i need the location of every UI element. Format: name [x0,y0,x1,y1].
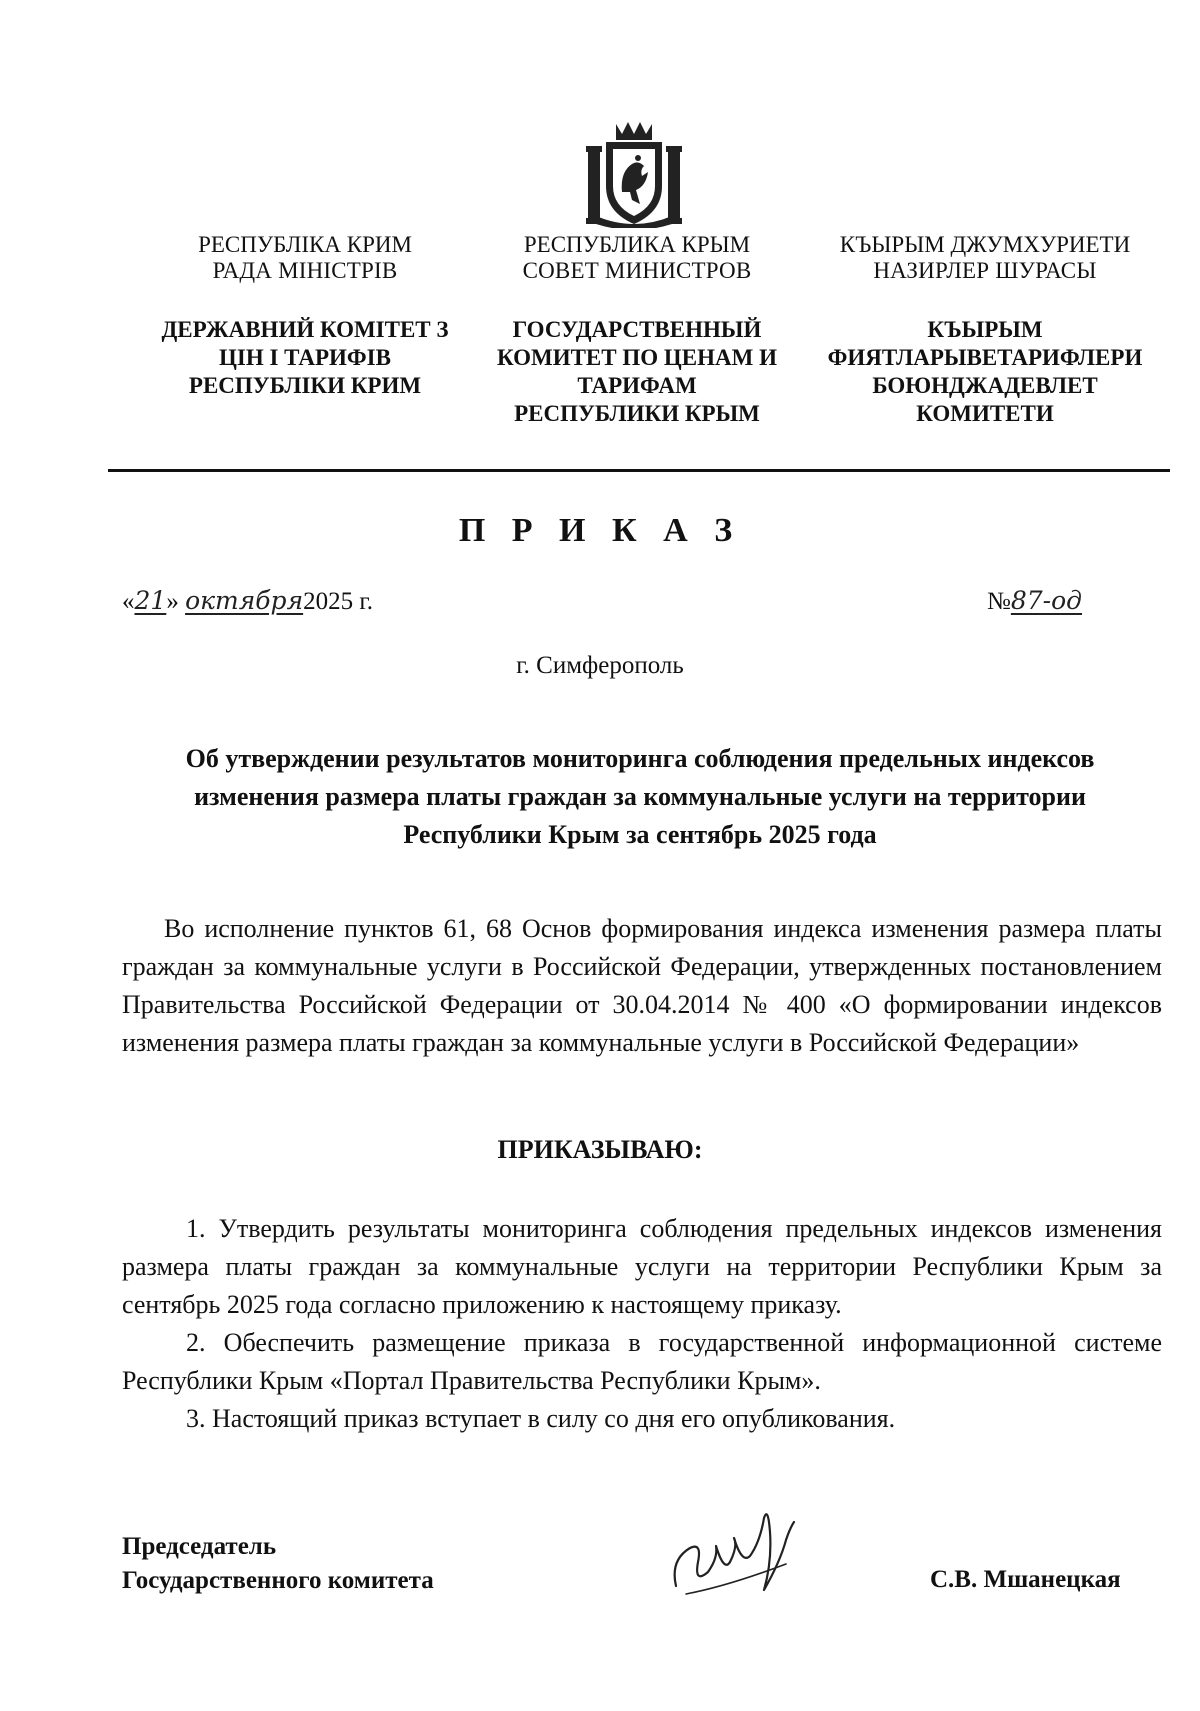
committee-name-ru [472,316,802,428]
committee-line: ФИЯТЛАРЫВЕТАРИФЛЕРИ [827,345,1143,370]
date-day-handwritten: 21 [134,586,167,615]
signatory-title [122,1530,434,1598]
coat-of-arms-emblem [586,120,682,228]
order-number [987,586,1082,616]
number-sign: № [987,588,1011,615]
handwritten-signature [668,1502,818,1612]
council-name-ru: СОВЕТ МИНИСТРОВ [522,258,752,283]
city-line: г. Симферополь [516,652,684,679]
committee-name-crh [802,316,1168,428]
committee-line: КОМИТЕТИ [916,401,1054,426]
republic-name-ru: РЕСПУБЛИКА КРЫМ [523,232,751,257]
date-quote-close: » [166,588,179,615]
signatory-organization: Государственного комитета [122,1567,434,1594]
header-column-ukrainian [140,232,470,400]
committee-line: РЕСПУБЛИКИ КРЫМ [514,401,760,426]
decree-word: ПРИКАЗЫВАЮ: [497,1135,703,1164]
committee-line: ТАРИФАМ [577,373,697,398]
committee-name-ua [140,316,470,400]
republic-name-crh: КЪЫРЫМ ДЖУМХУРИЕТИ [839,232,1131,257]
date-month-handwritten: октября [185,586,304,615]
signatory-name: С.В. Мшанецкая [930,1566,1121,1593]
document-type-title: П Р И К А З [458,512,742,549]
date-quote-open: « [122,588,135,615]
order-item: 1. Утвердить результаты мониторинга соблюдения предельных индексов изменения размера платы граждан за коммунальные услуги на территории Республики Крым за сентябрь 2025 года согласно приложению к настоящему приказу. [122,1214,1162,1319]
council-name-ua: РАДА МІНІСТРІВ [212,258,398,283]
committee-line: КОМИТЕТ ПО ЦЕНАМ И [497,345,777,370]
republic-name-ua: РЕСПУБЛІКА КРИМ [198,232,412,257]
order-item: 2. Обеспечить размещение приказа в государственной информационной системе Республики Крым «Портал Правительства Республики Крым». [122,1328,1162,1395]
order-number-handwritten: 87-од [1010,586,1083,615]
signatory-position: Председатель [122,1533,277,1560]
committee-line: БОЮНДЖАДЕВЛЕТ [872,373,1098,398]
committee-line: РЕСПУБЛІКИ КРИМ [188,373,422,398]
committee-line: КЪЫРЫМ [927,317,1043,342]
order-subject: Об утверждении результатов мониторинга соблюдения предельных индексов изменения размера платы граждан за коммунальные услуги на территории Республики Крым за сентябрь 2025 года [185,744,1095,849]
order-items [122,1210,1162,1438]
order-date [122,586,373,616]
preamble-paragraph: Во исполнение пунктов 61, 68 Основ формирования индекса изменения размера платы граждан за коммунальные услуги в Российской Федерации, утвержденных постановлением Правительства Российской Федерации от 30.04.2014 № 400 «О формировании индексов изменения размера платы граждан за коммунальные услуги в Российской Федерации» [122,914,1162,1057]
header-column-russian [472,232,802,428]
committee-line: ГОСУДАРСТВЕННЫЙ [512,317,762,342]
council-name-crh: НАЗИРЛЕР ШУРАСЫ [873,258,1097,283]
committee-line: ДЕРЖАВНИЙ КОМІТЕТ З [161,317,449,342]
committee-line: ЦІН І ТАРИФІВ [219,345,391,370]
header-column-crimean-tatar [802,232,1168,428]
date-year: 2025 г. [303,588,374,615]
order-item: 3. Настоящий приказ вступает в силу со дня его опубликования. [186,1404,896,1433]
header-divider [108,469,1170,472]
